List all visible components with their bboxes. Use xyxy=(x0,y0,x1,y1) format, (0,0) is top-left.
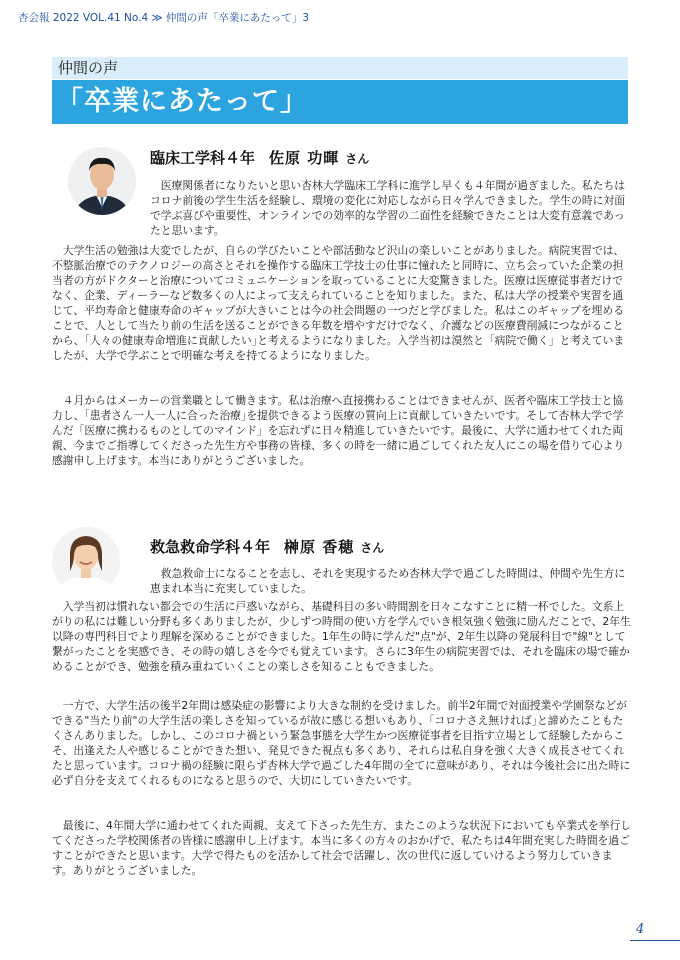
author-photo-avatar xyxy=(52,527,120,595)
section-label: 仲間の声 xyxy=(52,57,628,79)
article-paragraph: 救急救命士になることを志し、それを実現するため杏林大学で過ごした時間は、仲間や先生方に恵まれ本当に充実していました。 xyxy=(150,567,626,595)
running-header: 杏会報 2022 VOL.41 No.4 ≫ 仲間の声「卒業にあたって」3 xyxy=(18,12,310,24)
author-name-1 xyxy=(150,147,369,168)
author-photo-avatar xyxy=(68,147,136,215)
page-number-rule xyxy=(630,940,680,941)
article-paragraph: 大学生活の勉強は大変でしたが、自らの学びたいことや部活動など沢山の楽しいことがありました。病院実習では、不整脈治療でのテクノロジーの高さとそれを操作する臨床工学技士の仕事に憧れたと同時に、立ち会っていた企業の担当者の方がドクターと治療についてコミュニケーションを取っていることに大変驚きました。医療は医療従事者だけでなく、企業、ディーラーなど数多くの人によって支えられていることを知りました。また、私は大学の授業や実習を通じて、平均寿命と健康寿命のギャップが大きいことは今の社会問題の一つだと学びました。私はこのギャップを埋めることで、人として当たり前の生活を送ることができる年数を増やすだけでなく、介護などの医療費削減につながることから、｢人々の健康寿命増進に貢献したい｣と考えるようになりました。入学当初は漠然と「病院で働く」と考えていましたが、大学で学ぶことで明確な考えを持てるようになりました。 xyxy=(52,244,625,362)
author-department: 救急救命学科４年 xyxy=(150,538,271,556)
article-paragraph: 医療関係者になりたいと思い杏林大学臨床工学科に進学し早くも４年間が過ぎました。私たちはコロナ前後の学生生活を経験し、環境の変化に対応しながら日々学んできました。学生の時に対面で学ぶ喜びや重要性、オンラインでの効率的な学習の二面性を経験できたことは大変有意義であったと思います。 xyxy=(150,179,626,237)
author-person-name: 佐原 功暉 xyxy=(269,149,340,167)
article-paragraph: ４月からはメーカーの営業職として働きます。私は治療へ直接携わることはできませんが、医者や臨床工学技士と協力し、｢患者さん一人一人に合った治療｣を提供できるよう医療の質向上に貢献していきたいです。そして杏林大学で学んだ「医療に携わるものとしてのマインド」を忘れずに日々精進していきたいです。最後に、大学に通わせてくれた両親、今までご指導してくださった先生方や事務の皆様、多くの時を一緒に過ごしてくれた友人にこの場を借りて心より感謝申し上げます。本当にありがとうございました。 xyxy=(52,394,625,467)
author-honorific: さん xyxy=(345,152,370,166)
page-title: 「卒業にあたって」 xyxy=(52,80,628,124)
article-paragraph: 入学当初は慣れない都会での生活に戸惑いながら、基礎科目の多い時間割を日々こなすことに精一杯でした。文系上がりの私には難しい分野も多くありましたが、少しずつ時間の使い方を学んでいき根気強く勉強に励んだことで、2年生以降の専門科目でより理解を深めることができました。1年生の時に学んだ"点"が、2年生以降の発展科目で"線"として繋がったことを実感でき、その時の嬉しさを今でも覚えています。さらに3年生の病院実習では、それを臨床の場で確かめることができ、勉強を積み重ねていくことの楽しさを知ることもできました。 xyxy=(52,600,631,673)
author-name-2 xyxy=(150,536,384,557)
author-honorific: さん xyxy=(360,541,385,555)
author-department: 臨床工学科４年 xyxy=(150,149,256,167)
article-paragraph: 一方で、大学生活の後半2年間は感染症の影響により大きな制約を受けました。前半2年間で対面授業や学園祭などができる"当たり前"の大学生活の楽しさを知っているが故に感じる想いもあり、｢コロナさえ無ければ｣と諦めたこともたくさんありました。しかし、このコロナ禍という緊急事態を大学生かつ医療従事者を目指す立場として経験したからこそ、出逢えた人や感じることができた想い、発見できた視点も多くあり、それらは私自身を強く大きく成長させてくれたと思っています。コロナ禍の経験に限らず杏林大学で過ごした4年間の全てに意味があり、それは今後社会に出た時に必ず自分を支えてくれるものになると思うので、大切にしていきたいです。 xyxy=(52,699,631,787)
author-person-name: 榊原 香穂 xyxy=(284,538,355,556)
page-number: 4 xyxy=(636,922,645,937)
article-paragraph: 最後に、4年間大学に通わせてくれた両親、支えて下さった先生方、またこのような状況下においても卒業式を挙行してくださった学校関係者の皆様に感謝申し上げます。本当に多くの方々のおかげで、私たちは4年間充実した時間を過ごすことができたと思います。大学で得たものを活かして社会で活躍し、次の世代に返していけるよう努力していきます。ありがとうございました。 xyxy=(52,819,632,877)
